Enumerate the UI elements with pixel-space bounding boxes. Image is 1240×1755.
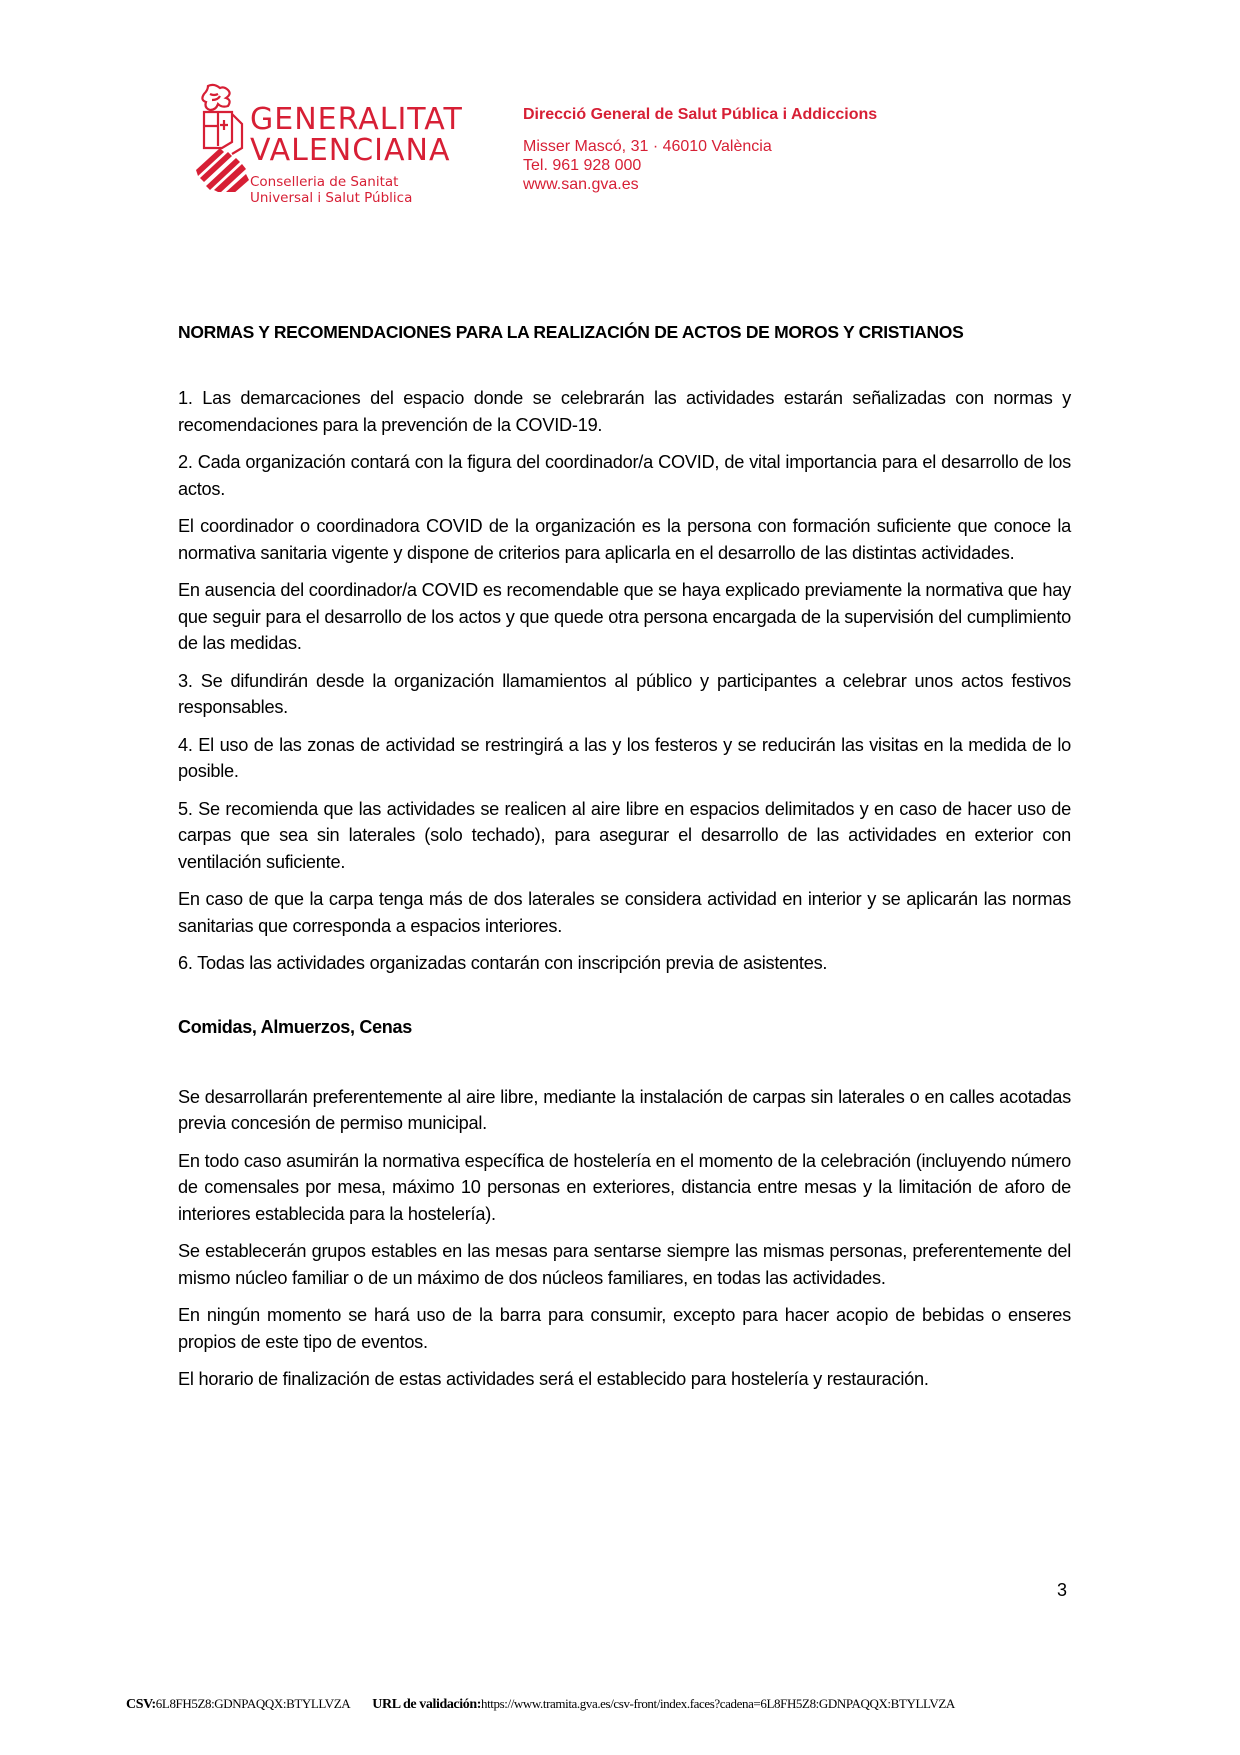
letterhead bbox=[0, 0, 1240, 220]
section-paragraph: Se establecerán grupos estables en las mesas para sentarse siempre las mismas personas, preferentemente del mismo núcleo familiar o de un máximo de dos núcleos familiares, en todas las actividades. bbox=[178, 1241, 1071, 1288]
website-link[interactable]: www.san.gva.es bbox=[523, 176, 639, 193]
brand-line-2: VALENCIANA bbox=[250, 133, 451, 168]
contact-block bbox=[523, 105, 877, 194]
validation-url-link[interactable]: https://www.tramita.gva.es/csv-front/index.faces?cadena=6L8FH5Z8:GDNPAQQX:BTYLLVZA bbox=[481, 1696, 955, 1711]
section-paragraph: Se desarrollarán preferentemente al aire libre, mediante la instalación de carpas sin laterales o en calles acotadas previa concesión de permiso municipal. bbox=[178, 1086, 1071, 1133]
paragraph: 3. Se difundirán desde la organización llamamientos al público y participantes a celebrar unos actos festivos responsables. bbox=[178, 670, 1071, 717]
generalitat-valenciana-coat-of-arms-icon bbox=[196, 82, 250, 192]
page-number: 3 bbox=[1057, 1580, 1068, 1600]
paragraph: El coordinador o coordinadora COVID de la organización es la persona con formación suficiente que conoce la normativa sanitaria vigente y dispone de criterios para aplicarla en el desarrollo de las distintas actividades. bbox=[178, 516, 1071, 563]
section-paragraph: En todo caso asumirán la normativa específica de hostelería en el momento de la celebración (incluyendo número de comensales por mesa, máximo 10 personas en exteriores, distancia entre mesas y la limitación de aforo de interiores establecida para la hostelería). bbox=[178, 1150, 1071, 1224]
department-line-2: Universal i Salut Pública bbox=[250, 190, 413, 206]
paragraph: 2. Cada organización contará con la figura del coordinador/a COVID, de vital importancia para el desarrollo de los actos. bbox=[178, 452, 1071, 499]
csv-label: CSV: bbox=[126, 1697, 156, 1712]
section-paragraph: El horario de finalización de estas actividades será el establecido para hostelería y restauración. bbox=[178, 1369, 929, 1389]
paragraph: 1. Las demarcaciones del espacio donde se celebrarán las actividades estarán señalizadas con normas y recomendaciones para la prevención de la COVID-19. bbox=[178, 388, 1071, 435]
phone: Tel. 961 928 000 bbox=[523, 157, 642, 174]
section-paragraph: En ningún momento se hará uso de la barra para consumir, excepto para hacer acopio de bebidas o enseres propios de este tipo de eventos. bbox=[178, 1305, 1071, 1352]
document-body bbox=[178, 322, 1071, 1404]
document-title: NORMAS Y RECOMENDACIONES PARA LA REALIZACIÓN DE ACTOS DE MOROS Y CRISTIANOS bbox=[178, 322, 964, 342]
paragraph: En caso de que la carpa tenga más de dos laterales se considera actividad en interior y se aplicarán las normas sanitarias que corresponda a espacios interiores. bbox=[178, 889, 1071, 936]
paragraph: 5. Se recomienda que las actividades se realicen al aire libre en espacios delimitados y en caso de hacer uso de carpas que sea sin laterales (solo techado), para asegurar el desarrollo de las actividades en exterior con ventilación suficiente. bbox=[178, 798, 1071, 872]
contact-details bbox=[523, 137, 877, 194]
paragraph: 6. Todas las actividades organizadas contarán con inscripción previa de asistentes. bbox=[178, 953, 828, 973]
department-line-1: Conselleria de Sanitat bbox=[250, 174, 399, 190]
section-title: Comidas, Almuerzos, Cenas bbox=[178, 1016, 412, 1037]
brand-line-1: GENERALITAT bbox=[250, 102, 463, 137]
department-name bbox=[250, 174, 463, 206]
brand-wordmark bbox=[250, 104, 463, 206]
paragraph: En ausencia del coordinador/a COVID es recomendable que se haya explicado previamente la normativa que hay que seguir para el desarrollo de los actos y que quede otra persona encargada de la supervisión del cumplimiento de las medidas. bbox=[178, 580, 1071, 653]
url-label: URL de validación: bbox=[372, 1697, 481, 1712]
paragraph: 4. El uso de las zonas de actividad se restringirá a las y los festeros y se reducirán las visitas en la medida de lo posible. bbox=[178, 734, 1071, 781]
validation-footer bbox=[126, 1696, 955, 1713]
csv-value: 6L8FH5Z8:GDNPAQQX:BTYLLVZA bbox=[155, 1696, 351, 1711]
directorate-name: Direcció General de Salut Pública i Addiccions bbox=[523, 106, 878, 123]
address: Misser Mascó, 31 · 46010 València bbox=[523, 138, 772, 155]
